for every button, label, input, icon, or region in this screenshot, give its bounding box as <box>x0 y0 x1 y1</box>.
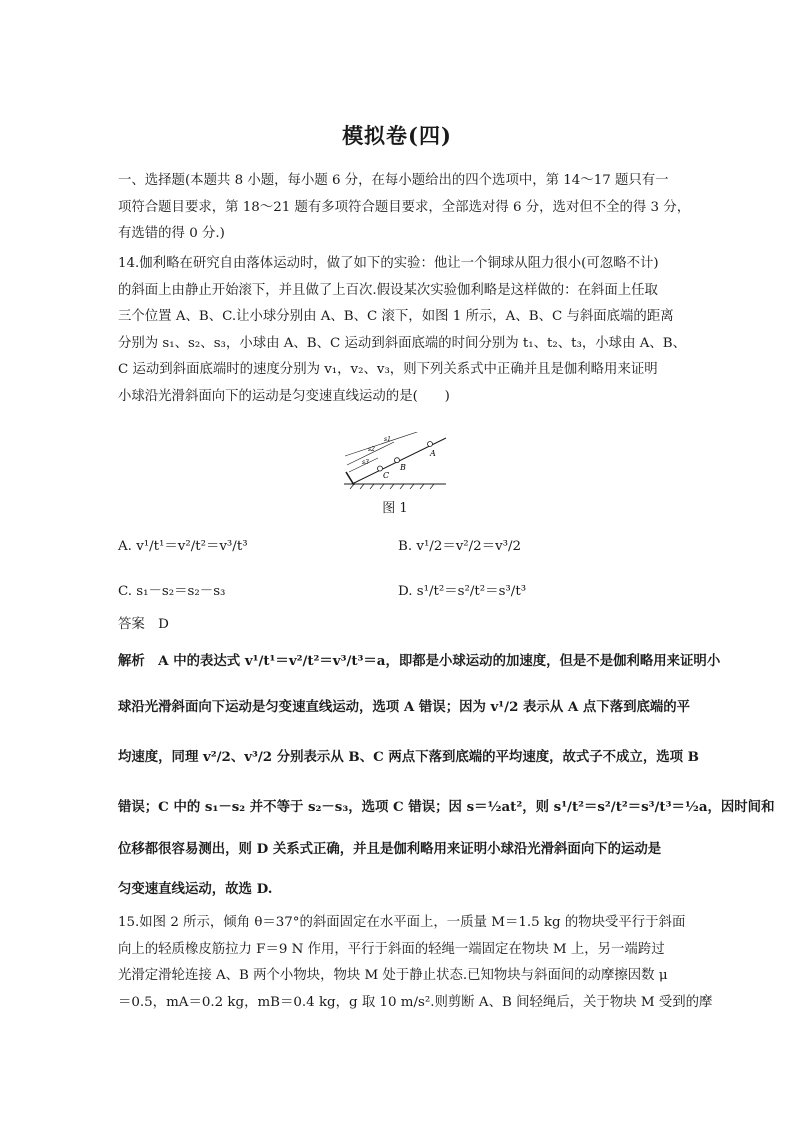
label-s2: s2 <box>368 446 375 453</box>
analysis-line-1: 解析 A 中的表达式 v¹/t¹＝v²/t²＝v³/t³＝a，即都是小球运动的加速度，但是不是伽利略用来证明小 <box>118 653 721 669</box>
option-b-prefix: B. <box>398 539 413 554</box>
option-a <box>118 535 248 554</box>
stopper-plate <box>346 472 354 485</box>
option-b-text: v¹/2＝v²/2＝v³/2 <box>416 539 522 554</box>
label-s1: s1 <box>384 436 391 443</box>
option-d-text: s¹/t²＝s²/t²＝s³/t³ <box>416 584 527 599</box>
figure-caption: 图 1 <box>382 501 408 516</box>
ball-a <box>428 442 433 447</box>
section-instructions <box>118 168 691 248</box>
instruction-line-1: 一、选择题(本题共 8 小题，每小题 6 分，在每小题给出的四个选项中，第 14～17 题只有一 <box>118 173 669 188</box>
q14-line-4: 分别为 s₁、s₂、s₃，小球由 A、B、C 运动到斜面底端的时间分别为 t₁、t₂、t₃，小球由 A、B、 <box>118 335 687 351</box>
label-b: B <box>400 463 406 472</box>
q14-line-6: 小球沿光滑斜面向下的运动是匀变速直线运动的是( ) <box>118 388 450 404</box>
q14-line-2: 的斜面上由静止开始滚下，并且做了上百次.假设某次实验伽利略是这样做的：在斜面上任取 <box>118 282 658 298</box>
question-14-stem <box>118 251 687 410</box>
instruction-line-2: 项符合题目要求，第 18～21 题有多项符合题目要求，全部选对得 6 分，选对但不全的得 3 分， <box>118 199 691 215</box>
q14-line-3: 三个位置 A、B、C.让小球分别由 A、B、C 滚下，如图 1 所示，A、B、C 与斜面底端的距离 <box>118 309 674 324</box>
incline-figure <box>340 432 450 492</box>
q15-line-3: 光滑定滑轮连接 A、B 两个小物块，物块 M 处于静止状态.已知物块与斜面间的动摩擦因数 μ <box>118 968 668 983</box>
analysis-line-3: 均速度，同理 v²/2、v³/2 分别表示从 B、C 两点下落到底端的平均速度，故式子不成立，选项 B <box>118 749 699 765</box>
ball-b <box>395 458 400 463</box>
analysis-line-5: 位移都很容易测出，则 D 关系式正确，并且是伽利略用来证明小球沿光滑斜面向下的运动是 <box>118 841 662 857</box>
analysis-line-2: 球沿光滑斜面向下运动是匀变速直线运动，选项 A 错误；因为 v¹/2 表示从 A 点下落到底端的平 <box>118 699 691 715</box>
question-15-stem <box>118 910 713 1016</box>
analysis-line-6: 匀变速直线运动，故选 D. <box>118 881 273 897</box>
option-a-prefix: A. <box>118 539 132 554</box>
ground-hatching <box>350 484 434 489</box>
answer-line: 答案 D <box>118 617 169 632</box>
label-c: C <box>383 471 390 480</box>
ball-c <box>378 466 383 471</box>
label-s3: s3 <box>362 459 369 466</box>
option-c-prefix: C. <box>118 584 133 599</box>
option-a-text: v¹/t¹＝v²/t²＝v³/t³ <box>136 539 248 554</box>
q14-line-1: 14.伽利略在研究自由落体运动时，做了如下的实验：他让一个铜球从阻力很小(可忽略不计) <box>118 256 659 271</box>
q15-line-4: ＝0.5，mA＝0.2 kg，mB＝0.4 kg，g 取 10 m/s².则剪断 A、B 间轻绳后，关于物块 M 受到的摩 <box>118 994 713 1010</box>
option-d-prefix: D. <box>398 584 413 599</box>
option-d <box>398 580 526 599</box>
q14-line-5: C 运动到斜面底端时的速度分别为 v₁，v₂、v₃，则下列关系式中正确并且是伽利略用来证明 <box>118 362 658 377</box>
label-a: A <box>430 449 436 458</box>
analysis-line-4: 错误；C 中的 s₁－s₂ 并不等于 s₂－s₃，选项 C 错误；因 s＝½at²，则 s¹/t²＝s²/t²＝s³/t³＝½a，因时间和 <box>118 799 775 815</box>
option-c-text: s₁－s₂＝s₂－s₃ <box>136 584 226 599</box>
q15-line-1: 15.如图 2 所示，倾角 θ＝37°的斜面固定在水平面上，一质量 M＝1.5 kg 的物块受平行于斜面 <box>118 915 686 930</box>
option-b <box>398 535 521 554</box>
option-c <box>118 580 225 599</box>
instruction-line-3: 有选错的得 0 分.) <box>118 226 225 241</box>
q15-line-2: 向上的轻质橡皮筋拉力 F＝9 N 作用，平行于斜面的轻绳一端固定在物块 M 上，另一端跨过 <box>118 941 665 957</box>
page-title: 模拟卷(四) <box>342 123 452 148</box>
